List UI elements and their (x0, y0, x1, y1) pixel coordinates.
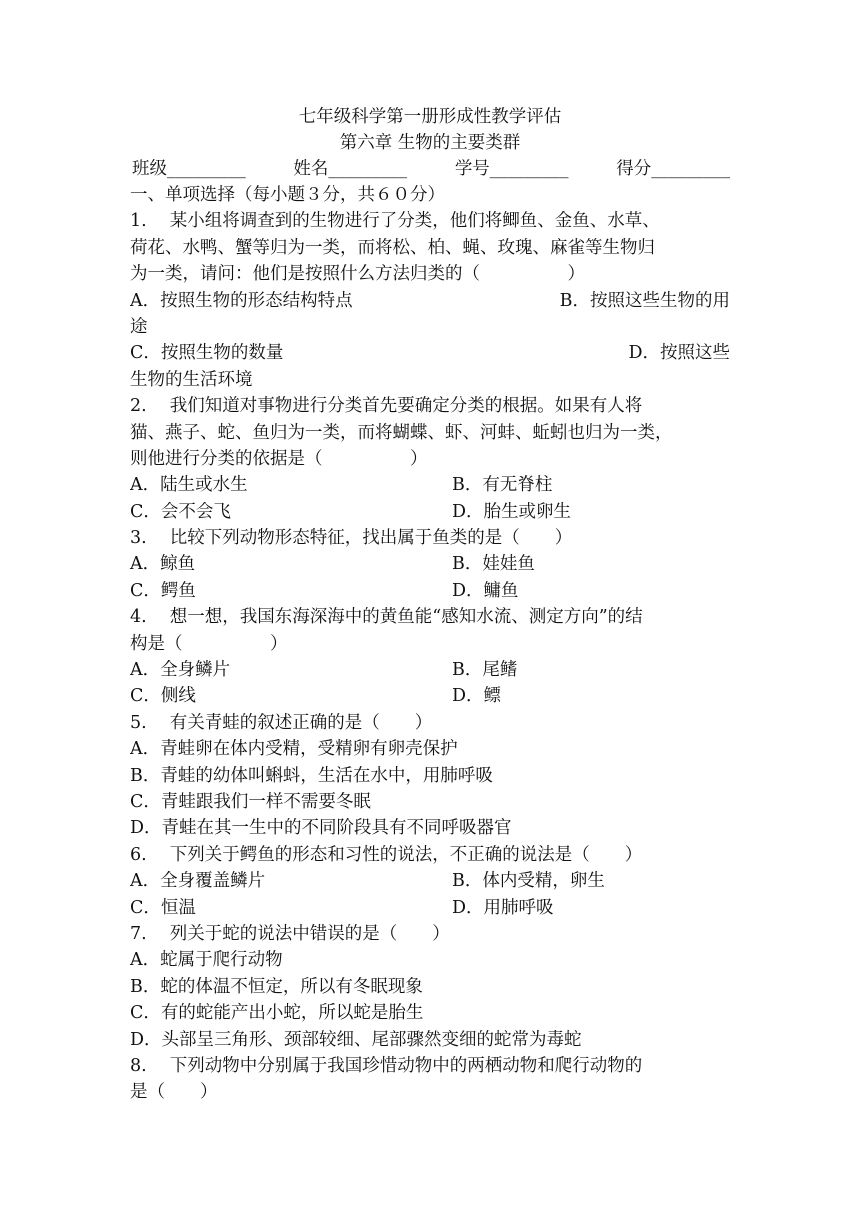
question-8 (130, 1053, 730, 1106)
question-6-option-b: B．体内受精，卵生 (452, 871, 605, 892)
question-1-option-a: A．按照生物的形态结构特点 (130, 290, 353, 311)
question-8-line-2: 是（ ） (130, 1082, 218, 1103)
question-7-option-d: D．头部呈三角形、颈部较细、尾部骤然变细的蛇常为毒蛇 (130, 1029, 582, 1050)
question-4-options-cd (130, 683, 730, 709)
question-8-line-1: 8. 下列动物中分别属于我国珍惜动物中的两栖动物和爬行动物的 (130, 1055, 643, 1076)
section-heading: 一、单项选择（每小题３分，共６０分） (130, 185, 445, 205)
question-2-option-b: B．有无脊柱 (452, 475, 553, 496)
question-1-options-cd (130, 340, 730, 366)
question-6-stem: 6. 下列关于鳄鱼的形态和习性的说法，不正确的说法是（ ） (130, 844, 643, 865)
question-1-option-d-cont: 生物的生活环境 (130, 369, 253, 390)
student-info-row (130, 156, 730, 182)
question-4-line-2: 构是（ ） (130, 633, 288, 654)
question-7 (130, 921, 730, 1053)
chapter-title: 第六章 生物的主要类群 (339, 133, 521, 153)
question-2-line-3: 则他进行分类的依据是（ ） (130, 448, 428, 469)
question-4 (130, 604, 730, 710)
question-1-option-b: B．按照这些生物的用 (559, 290, 730, 311)
name-field: 姓名_________ (293, 159, 408, 179)
class-field: 班级_________ (132, 159, 246, 179)
question-1-line-1: 1. 某小组将调查到的生物进行了分类，他们将鲫鱼、金鱼、水草、 (130, 211, 660, 232)
question-4-option-d: D．鳔 (452, 686, 502, 707)
question-1-option-b-cont: 途 (130, 316, 148, 337)
question-7-option-c: C．有的蛇能产出小蛇，所以蛇是胎生 (130, 1003, 424, 1024)
question-7-option-a: A．蛇属于爬行动物 (130, 950, 283, 971)
question-4-options-ab (130, 657, 730, 683)
question-3-option-c: C．鳄鱼 (130, 580, 196, 601)
question-4-option-c: C．侧线 (130, 686, 196, 707)
question-3 (130, 525, 730, 604)
question-2-option-a: A．陆生或水生 (130, 475, 248, 496)
question-3-option-a: A．鲸鱼 (130, 554, 196, 575)
question-1-option-c: C．按照生物的数量 (130, 343, 284, 364)
question-5-option-b: B．青蛙的幼体叫蝌蚪，生活在水中，用肺呼吸 (130, 765, 493, 786)
question-1 (130, 208, 730, 393)
question-2 (130, 393, 730, 525)
question-4-option-b: B．尾鳍 (452, 660, 518, 681)
question-1-option-d: D．按照这些 (628, 343, 730, 364)
question-6 (130, 842, 730, 921)
number-field: 学号_________ (454, 159, 569, 179)
question-6-option-c: C．恒温 (130, 897, 196, 918)
exam-page (130, 104, 730, 1106)
question-2-line-2: 猫、燕子、蛇、鱼归为一类，而将蝴蝶、虾、河蚌、蚯蚓也归为一类， (130, 422, 673, 443)
question-3-options-cd (130, 578, 730, 604)
question-2-options-ab (130, 472, 730, 498)
question-3-option-d: D．鳙鱼 (452, 580, 519, 601)
question-7-stem: 7. 列关于蛇的说法中错误的是（ ） (130, 923, 450, 944)
question-5-option-a: A．青蛙卵在体内受精，受精卵有卵壳保护 (130, 739, 458, 760)
question-3-options-ab (130, 551, 730, 577)
question-2-option-d: D．胎生或卵生 (452, 501, 572, 522)
question-4-option-a: A．全身鳞片 (130, 660, 231, 681)
question-1-line-2: 荷花、水鸭、蟹等归为一类，而将松、柏、蝇、玫瑰、麻雀等生物归 (130, 237, 655, 258)
question-1-options-ab (130, 288, 730, 314)
question-5-option-d: D．青蛙在其一生中的不同阶段具有不同呼吸器官 (130, 818, 512, 839)
score-field: 得分_________ (616, 159, 730, 179)
question-3-stem: 3. 比较下列动物形态特征，找出属于鱼类的是（ ） (130, 528, 573, 549)
question-6-options-cd (130, 895, 730, 921)
question-2-option-c: C．会不会飞 (130, 501, 231, 522)
question-4-line-1: 4. 想一想，我国东海深海中的黄鱼能“感知水流、测定方向”的结 (130, 607, 643, 628)
question-5-option-c: C．青蛙跟我们一样不需要冬眠 (130, 791, 371, 812)
question-7-option-b: B．蛇的体温不恒定，所以有冬眠现象 (130, 976, 423, 997)
question-5-stem: 5. 有关青蛙的叙述正确的是（ ） (130, 712, 433, 733)
exam-title: 七年级科学第一册形成性教学评估 (298, 107, 562, 127)
question-1-line-3: 为一类，请问：他们是按照什么方法归类的（ ） (130, 264, 585, 285)
question-2-line-1: 2. 我们知道对事物进行分类首先要确定分类的根据。如果有人将 (130, 396, 643, 417)
question-6-option-a: A．全身覆盖鳞片 (130, 871, 266, 892)
question-6-option-d: D．用肺呼吸 (452, 897, 554, 918)
question-3-option-b: B．娃娃鱼 (452, 554, 535, 575)
question-2-options-cd (130, 499, 730, 525)
question-6-options-ab (130, 868, 730, 894)
question-5 (130, 710, 730, 842)
